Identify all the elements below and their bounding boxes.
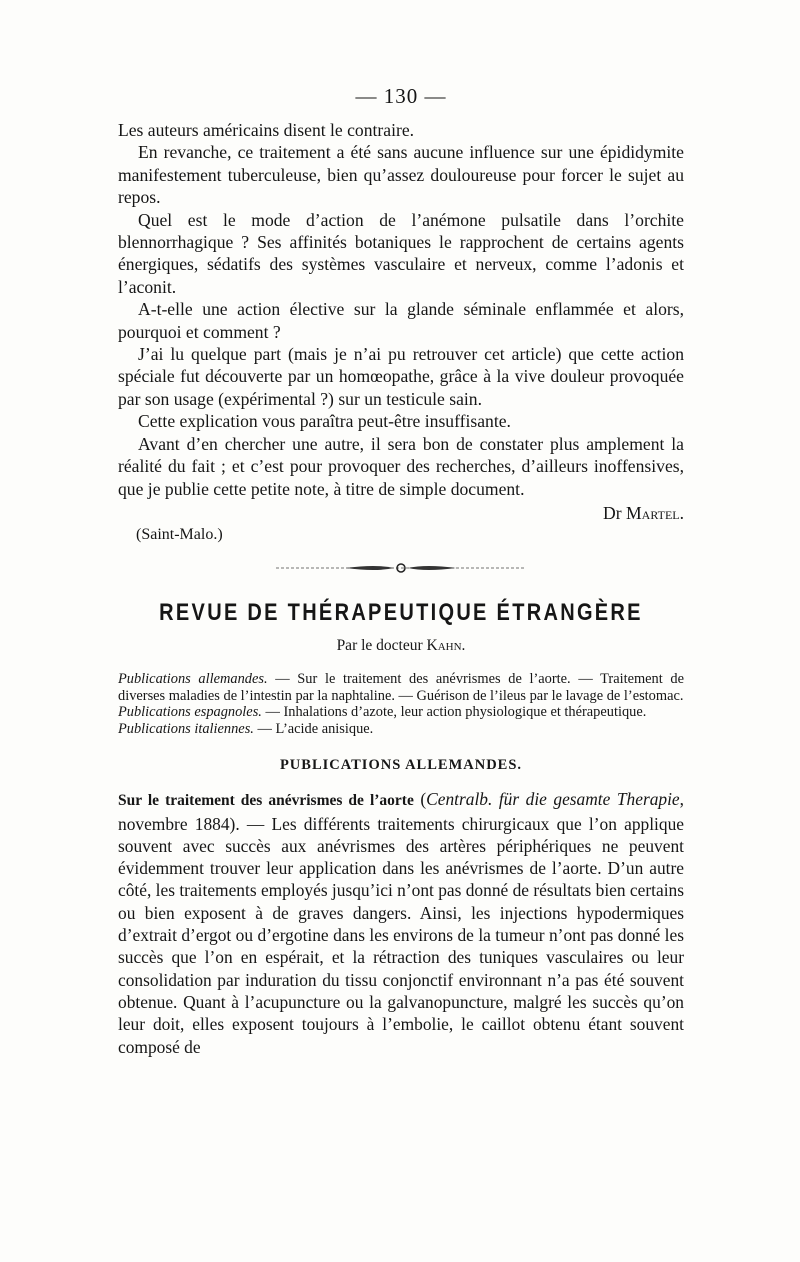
- paragraph: A-t-elle une action élective sur la glande séminale enflammée et alors, pourquoi et comment ?: [118, 299, 684, 342]
- summary-text: — Inhalations d’azote, leur action physiologique et thérapeutique.: [261, 704, 647, 721]
- source-open: (: [413, 789, 427, 810]
- summary-heading: Publications allemandes.: [118, 670, 268, 687]
- author-place: (Saint-Malo.): [136, 525, 223, 543]
- summary-heading: Publications italiennes.: [118, 720, 254, 737]
- summary-heading: Publications espagnoles.: [118, 704, 262, 721]
- page-number: — 130 —: [355, 84, 447, 108]
- article: [118, 788, 684, 1058]
- summary-entry: [118, 704, 684, 721]
- paragraph: J’ai lu quelque part (mais je n’ai pu retrouver cet article) que cette action spéciale fut découverte par un homœopathe, grâce à la vive douleur provoquée par son usage (expérimental ?) sur un testicule sain.: [118, 344, 684, 409]
- paragraph: En revanche, ce traitement a été sans aucune influence sur une épididymite manifestement tuberculeuse, bien qu’assez douloureuse pour forcer le sujet au repos.: [118, 142, 684, 208]
- byline-name: Kahn.: [426, 636, 466, 654]
- subsection-title: PUBLICATIONS ALLEMANDES.: [279, 757, 523, 774]
- paragraph: Cette explication vous paraîtra peut-être insuffisante.: [138, 411, 511, 432]
- ornamental-divider: [118, 560, 684, 576]
- section-byline: [118, 637, 684, 655]
- paragraph: Avant d’en chercher une autre, il sera bon de constater plus amplement la réalité du fait ; et c’est pour provoquer des recherches, d’ailleurs inoffensives, que je publie cette petite note, à titre de simple document.: [118, 433, 684, 499]
- byline-prefix: Par le docteur: [336, 636, 423, 654]
- author-title: Dr: [603, 502, 622, 523]
- paragraph: Les auteurs américains disent le contraire.: [118, 120, 415, 140]
- section-title: REVUE DE THÉRAPEUTIQUE ÉTRANGÈRE: [159, 599, 643, 626]
- article-paragraph: [118, 788, 684, 1058]
- section-summary: [118, 671, 684, 737]
- article-lead: Sur le traitement des anévrismes de l’aorte: [118, 792, 414, 810]
- opening-text: [118, 119, 684, 500]
- author-name: Martel.: [626, 502, 684, 523]
- summary-text: — L’acide anisique.: [253, 720, 374, 737]
- book-page: [118, 84, 684, 1058]
- summary-entry: [118, 721, 684, 738]
- article-text: , novembre 1884). — Les différents traitements chirurgicaux que l’on applique souvent avec succès aux anévrismes des artères périphériques ne peuvent évidemment trouver leur application dans les anévrismes de l’aorte. D’un autre côté, les traitements employés jusqu’ici n’ont pas donné de résultats bien certains ou bien exposent à de graves dangers. Ainsi, les injections hypodermiques d’extrait d’ergot ou d’ergotine dans les environs de la tumeur n’ont pas donné les succès que l’on en espérait, et la rétraction des tuniques vasculaires ou leur consolidation par induration du tissu conjonctif environnant n’a pas été souvent obtenue. Quant à l’acupuncture ou la galvanopuncture, malgré les succès qu’on leur doit, elles exposent toujours à l’embolie, le caillot obtenu étant souvent composé de: [118, 789, 685, 1057]
- summary-text: — Sur le traitement des anévrismes de l’aorte. — Traitement de diverses maladies de l’intestin par la naphtaline. — Guérison de l’ileus par le lavage de l’estomac.: [118, 670, 684, 704]
- author-signature: [118, 502, 684, 524]
- divider-ornament-icon: [276, 561, 526, 575]
- paragraph: Quel est le mode d’action de l’anémone pulsatile dans l’orchite blennorrhagique ? Ses affinités botaniques le rapprochent de certains agents énergiques, sédatifs des systèmes vasculaire et nerveux, comme l’adonis et l’aconit.: [118, 209, 684, 297]
- summary-entry: [118, 671, 684, 704]
- source-title: Centralb. für die gesamte Therapie: [426, 789, 680, 810]
